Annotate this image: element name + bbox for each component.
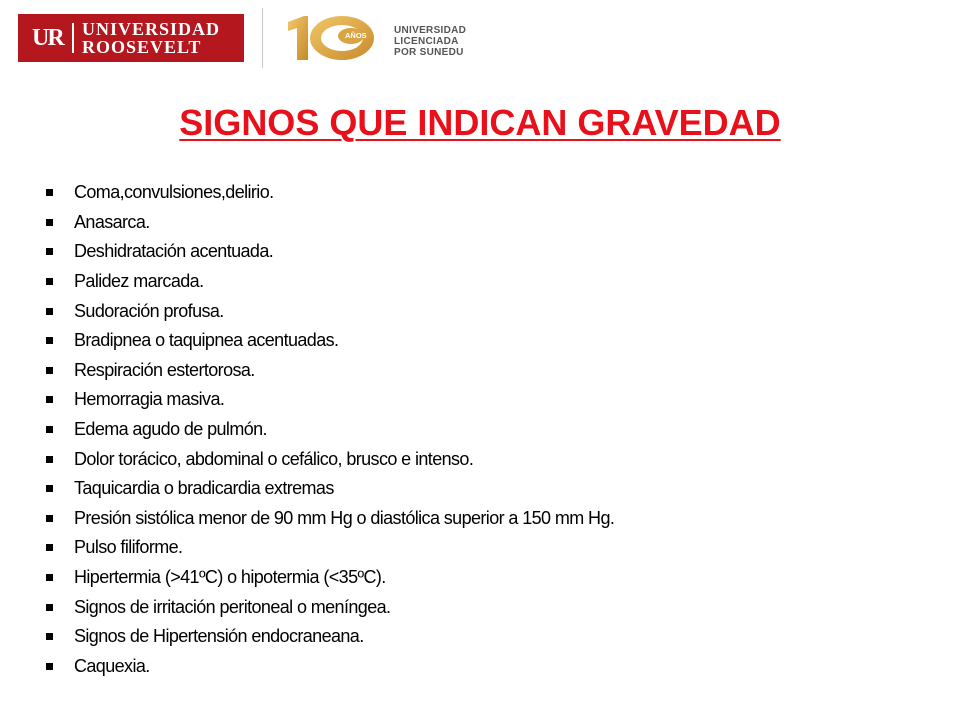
square-bullet-icon [46, 515, 53, 522]
anniversary-logo [282, 12, 482, 64]
list-item: Dolor torácico, abdominal o cefálico, brusco e intenso. [46, 444, 614, 474]
list-item: Edema agudo de pulmón. [46, 415, 614, 445]
slide-title: SIGNOS QUE INDICAN GRAVEDAD [179, 102, 781, 143]
list-item: Hemorragia masiva. [46, 385, 614, 415]
university-name: UNIVERSIDAD ROOSEVELT [82, 19, 221, 57]
list-item: Caquexia. [46, 652, 614, 682]
list-item: Sudoración profusa. [46, 296, 614, 326]
list-item: Palidez marcada. [46, 267, 614, 297]
list-item: Pulso filiforme. [46, 533, 614, 563]
anos-label: AÑOS [345, 31, 367, 40]
list-item: Signos de Hipertensión endocraneana. [46, 622, 614, 652]
sunedu-text: UNIVERSIDAD LICENCIADA POR SUNEDU [394, 25, 467, 58]
square-bullet-icon [46, 248, 53, 255]
list-item: Signos de irritación peritoneal o meníngea. [46, 592, 614, 622]
university-logo [18, 14, 244, 62]
list-item: Anasarca. [46, 208, 614, 238]
ur-monogram: UR [32, 25, 63, 51]
square-bullet-icon [46, 189, 53, 196]
logo-divider [72, 23, 74, 53]
square-bullet-icon [46, 308, 53, 315]
header-separator [262, 8, 263, 68]
signs-list [46, 178, 614, 681]
list-item: Taquicardia o bradicardia extremas [46, 474, 614, 504]
square-bullet-icon [46, 663, 53, 670]
square-bullet-icon [46, 544, 53, 551]
list-item: Respiración estertorosa. [46, 356, 614, 386]
square-bullet-icon [46, 633, 53, 640]
square-bullet-icon [46, 456, 53, 463]
square-bullet-icon [46, 604, 53, 611]
square-bullet-icon [46, 278, 53, 285]
square-bullet-icon [46, 485, 53, 492]
list-item: Presión sistólica menor de 90 mm Hg o diastólica superior a 150 mm Hg. [46, 504, 614, 534]
square-bullet-icon [46, 337, 53, 344]
square-bullet-icon [46, 219, 53, 226]
square-bullet-icon [46, 426, 53, 433]
square-bullet-icon [46, 574, 53, 581]
list-item: Bradipnea o taquipnea acentuadas. [46, 326, 614, 356]
list-item: Hipertermia (>41ºC) o hipotermia (<35ºC). [46, 563, 614, 593]
square-bullet-icon [46, 367, 53, 374]
square-bullet-icon [46, 396, 53, 403]
list-item: Coma,convulsiones,delirio. [46, 178, 614, 208]
list-item: Deshidratación acentuada. [46, 237, 614, 267]
